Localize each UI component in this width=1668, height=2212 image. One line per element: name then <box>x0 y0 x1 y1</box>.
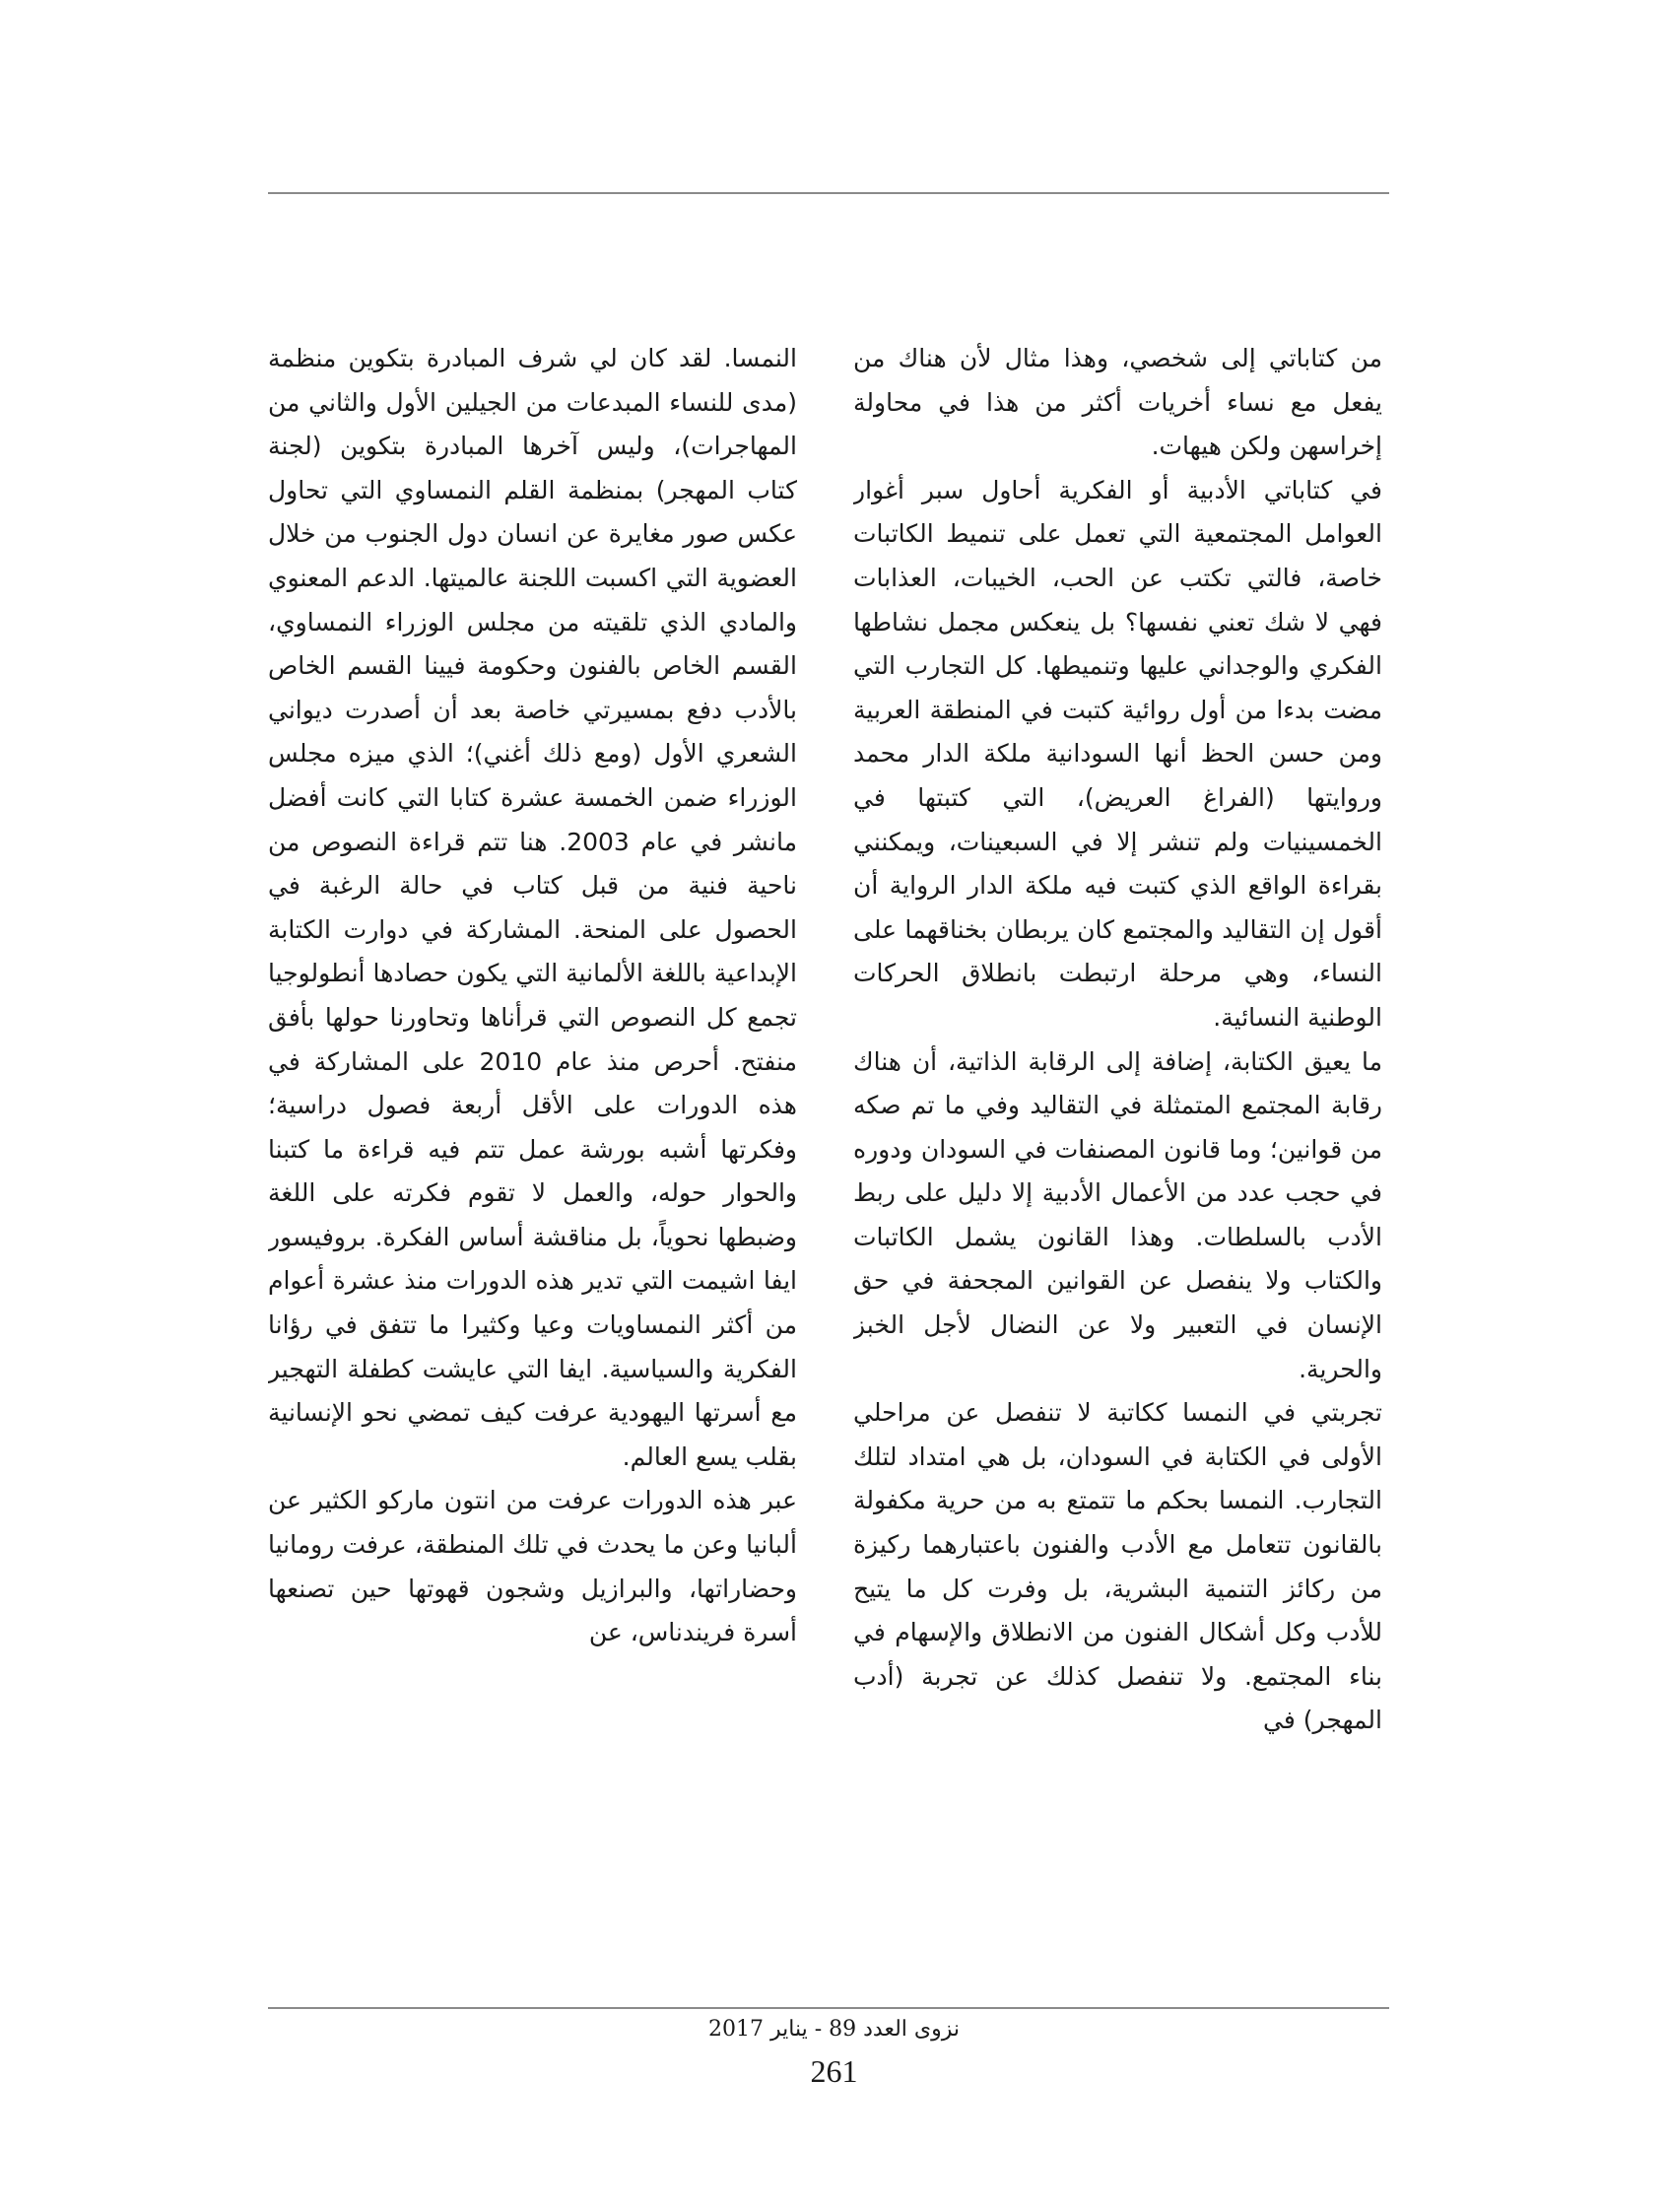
paragraph: تجربتي في النمسا ككاتبة لا تنفصل عن مراحلي الأولى في الكتابة في السودان، بل هي امتداد لتلك التجارب. النمسا بحكم ما تتمتع به من حرية مكفولة بالقانون تتعامل مع الأدب والفنون باعتبارهما ركيزة من ركائز التنمية البشرية، بل وفرت كل ما يتيح للأدب وكل أشكال الفنون من الانطلاق والإسهام في بناء المجتمع. ولا تنفصل كذلك عن تجربة (أدب المهجر) في <box>853 1398 1382 1735</box>
bottom-rule <box>268 2007 1389 2009</box>
paragraph: من كتاباتي إلى شخصي، وهذا مثال لأن هناك من يفعل مع نساء أخريات أكثر من هذا في محاولة إخراسهن ولكن هيهات. <box>853 344 1382 461</box>
page-number: 261 <box>810 2053 858 2089</box>
paragraph: النمسا. لقد كان لي شرف المبادرة بتكوين منظمة (مدى للنساء المبدعات من الجيلين الأول والثاني من المهاجرات)، وليس آخرها المبادرة بتكوين (لجنة كتاب المهجر) بمنظمة القلم النمساوي التي تحاول عكس صور مغايرة عن انسان دول الجنوب من خلال العضوية التي اكسبت اللجنة عالميتها. الدعم المعنوي والمادي الذي تلقيته من مجلس الوزراء النمساوي، القسم الخاص بالفنون وحكومة فيينا القسم الخاص بالأدب دفع بمسيرتي خاصة بعد أن أصدرت ديواني الشعري الأول (ومع ذلك أغني)؛ الذي ميزه مجلس الوزراء ضمن الخمسة عشرة كتابا التي كانت أفضل مانشر في عام 2003. هنا تتم قراءة النصوص من ناحية فنية من قبل كتاب في حالة الرغبة في الحصول على المنحة. المشاركة في دوارت الكتابة الإبداعية باللغة الألمانية التي يكون حصادها أنطولوجيا تجمع كل النصوص التي قرأناها وتحاورنا حولها بأفق منفتح. أحرص منذ عام 2010 على المشاركة في هذه الدورات على الأقل أربعة فصول دراسية؛ وفكرتها أشبه بورشة عمل تتم فيه قراءة ما كتبنا والحوار حوله، والعمل لا تقوم فكرته على اللغة وضبطها نحوياً، بل مناقشة أساس الفكرة. بروفيسور ايفا اشيمت التي تدير هذه الدورات منذ عشرة أعوام من أكثر النمساويات وعيا وكثيرا ما تتفق في رؤانا الفكرية والسياسية. ايفا التي عايشت كطفلة التهجير مع أسرتها اليهودية عرفت كيف تمضي نحو الإنسانية بقلب يسع العالم. <box>268 344 797 1471</box>
paragraph: عبر هذه الدورات عرفت من انتون ماركو الكثير عن ألبانيا وعن ما يحدث في تلك المنطقة، عرفت رومانيا وحضاراتها، والبرازيل وشجون قهوتها حين تصنعها أسرة فريندناس، عن <box>268 1486 797 1647</box>
paragraph: في كتاباتي الأدبية أو الفكرية أحاول سبر أغوار العوامل المجتمعية التي تعمل على تنميط الكاتبات خاصة، فالتي تكتب عن الحب، الخيبات، العذابات فهي لا شك تعني نفسها؟ بل ينعكس مجمل نشاطها الفكري والوجداني عليها وتنميطها. كل التجارب التي مضت بدءا من أول روائية كتبت في المنطقة العربية ومن حسن الحظ أنها السودانية ملكة الدار محمد وروايتها (الفراغ العريض)، التي كتبتها في الخمسينيات ولم تنشر إلا في السبعينات، ويمكنني بقراءة الواقع الذي كتبت فيه ملكة الدار الرواية أن أقول إن التقاليد والمجتمع كان يربطان بخناقهما على النساء، وهي مرحلة ارتبطت بانطلاق الحركات الوطنية النسائية. <box>853 475 1382 1032</box>
left-column <box>268 337 797 2002</box>
paragraph: ما يعيق الكتابة، إضافة إلى الرقابة الذاتية، أن هناك رقابة المجتمع المتمثلة في التقاليد وفي ما تم صكه من قوانين؛ وما قانون المصنفات في السودان ودوره في حجب عدد من الأعمال الأدبية إلا دليل على ربط الأدب بالسلطات. وهذا القانون يشمل الكاتبات والكتاب ولا ينفصل عن القوانين المجحفة في حق الإنسان في التعبير ولا عن النضال لأجل الخبز والحرية. <box>853 1046 1382 1383</box>
top-rule <box>268 192 1389 194</box>
footer-issue-line: نزوى العدد 89 - يناير 2017 <box>707 2017 960 2042</box>
right-column <box>853 337 1382 2002</box>
